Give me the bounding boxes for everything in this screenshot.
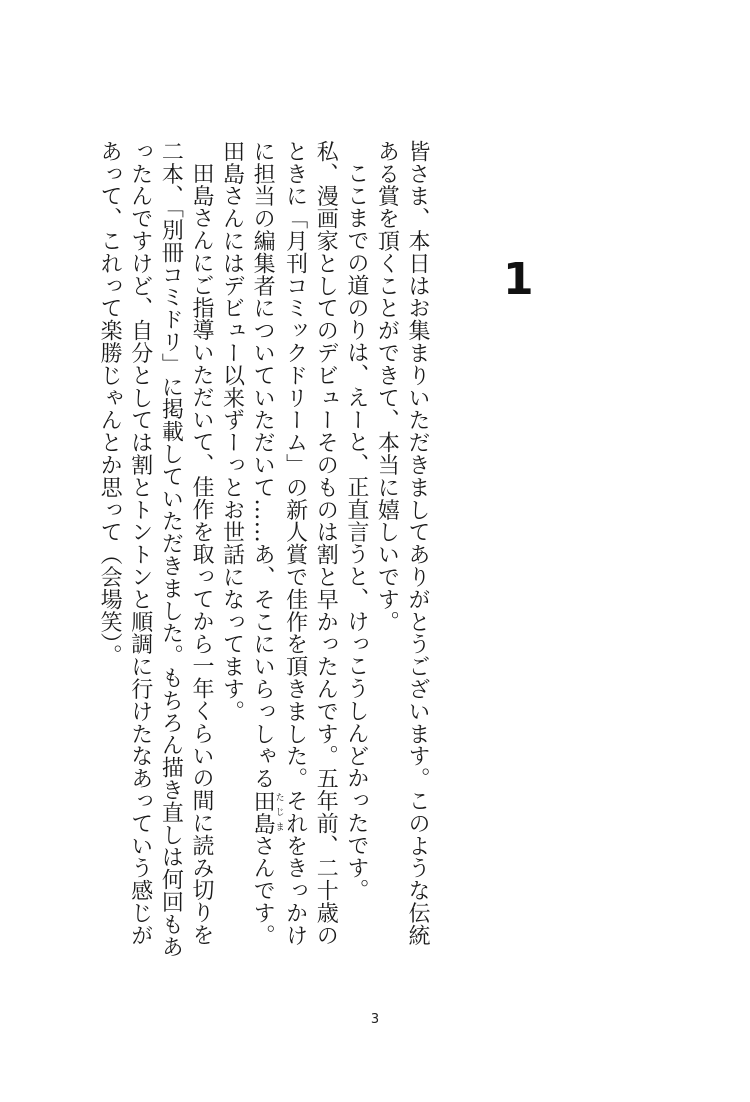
paragraph-3-part-1: 私、漫画家としてのデビューそのものは割と早かったんです。五年前、二十歳のときに「月刊コミックドリーム」の新人賞で佳作を頂きました。それをきっかけに担当の編集者についていただいて……あ、そこにいらっしゃる [250,140,339,947]
paragraph-3-part-2: さんです。田島さんにはデビュー以来ずーっとお世話になってます。 [219,140,276,947]
paragraph-2: ここまでの道のりは、えーと、正直言うと、けっこうしんどかったです。 [343,162,369,902]
paragraph-3 [216,140,340,960]
ruby-base: 田島 [250,789,276,835]
ruby-tajima [250,789,284,835]
chapter-number: 1 [503,254,534,305]
paragraph-4: 田島さんにご指導いただいて、佳作を取ってから一年くらいの間に読み切りを二本、「別冊コミドリ」に掲載していただきました。もちろん描き直しは何回もあったんですけど、自分としては割とトントンと順調に行けたなあっていう感じがあって、これって楽勝じゃんとか思って（会場笑）。 [97,140,214,958]
paragraph-1: 皆さま、本日はお集まりいただきましてありがとうございます。このような伝統ある賞を頂くことができて、本当に嬉しいです。 [374,140,430,947]
body-text [94,140,432,960]
ruby-reading: たじま [273,789,284,835]
page-number: 3 [370,1012,380,1027]
